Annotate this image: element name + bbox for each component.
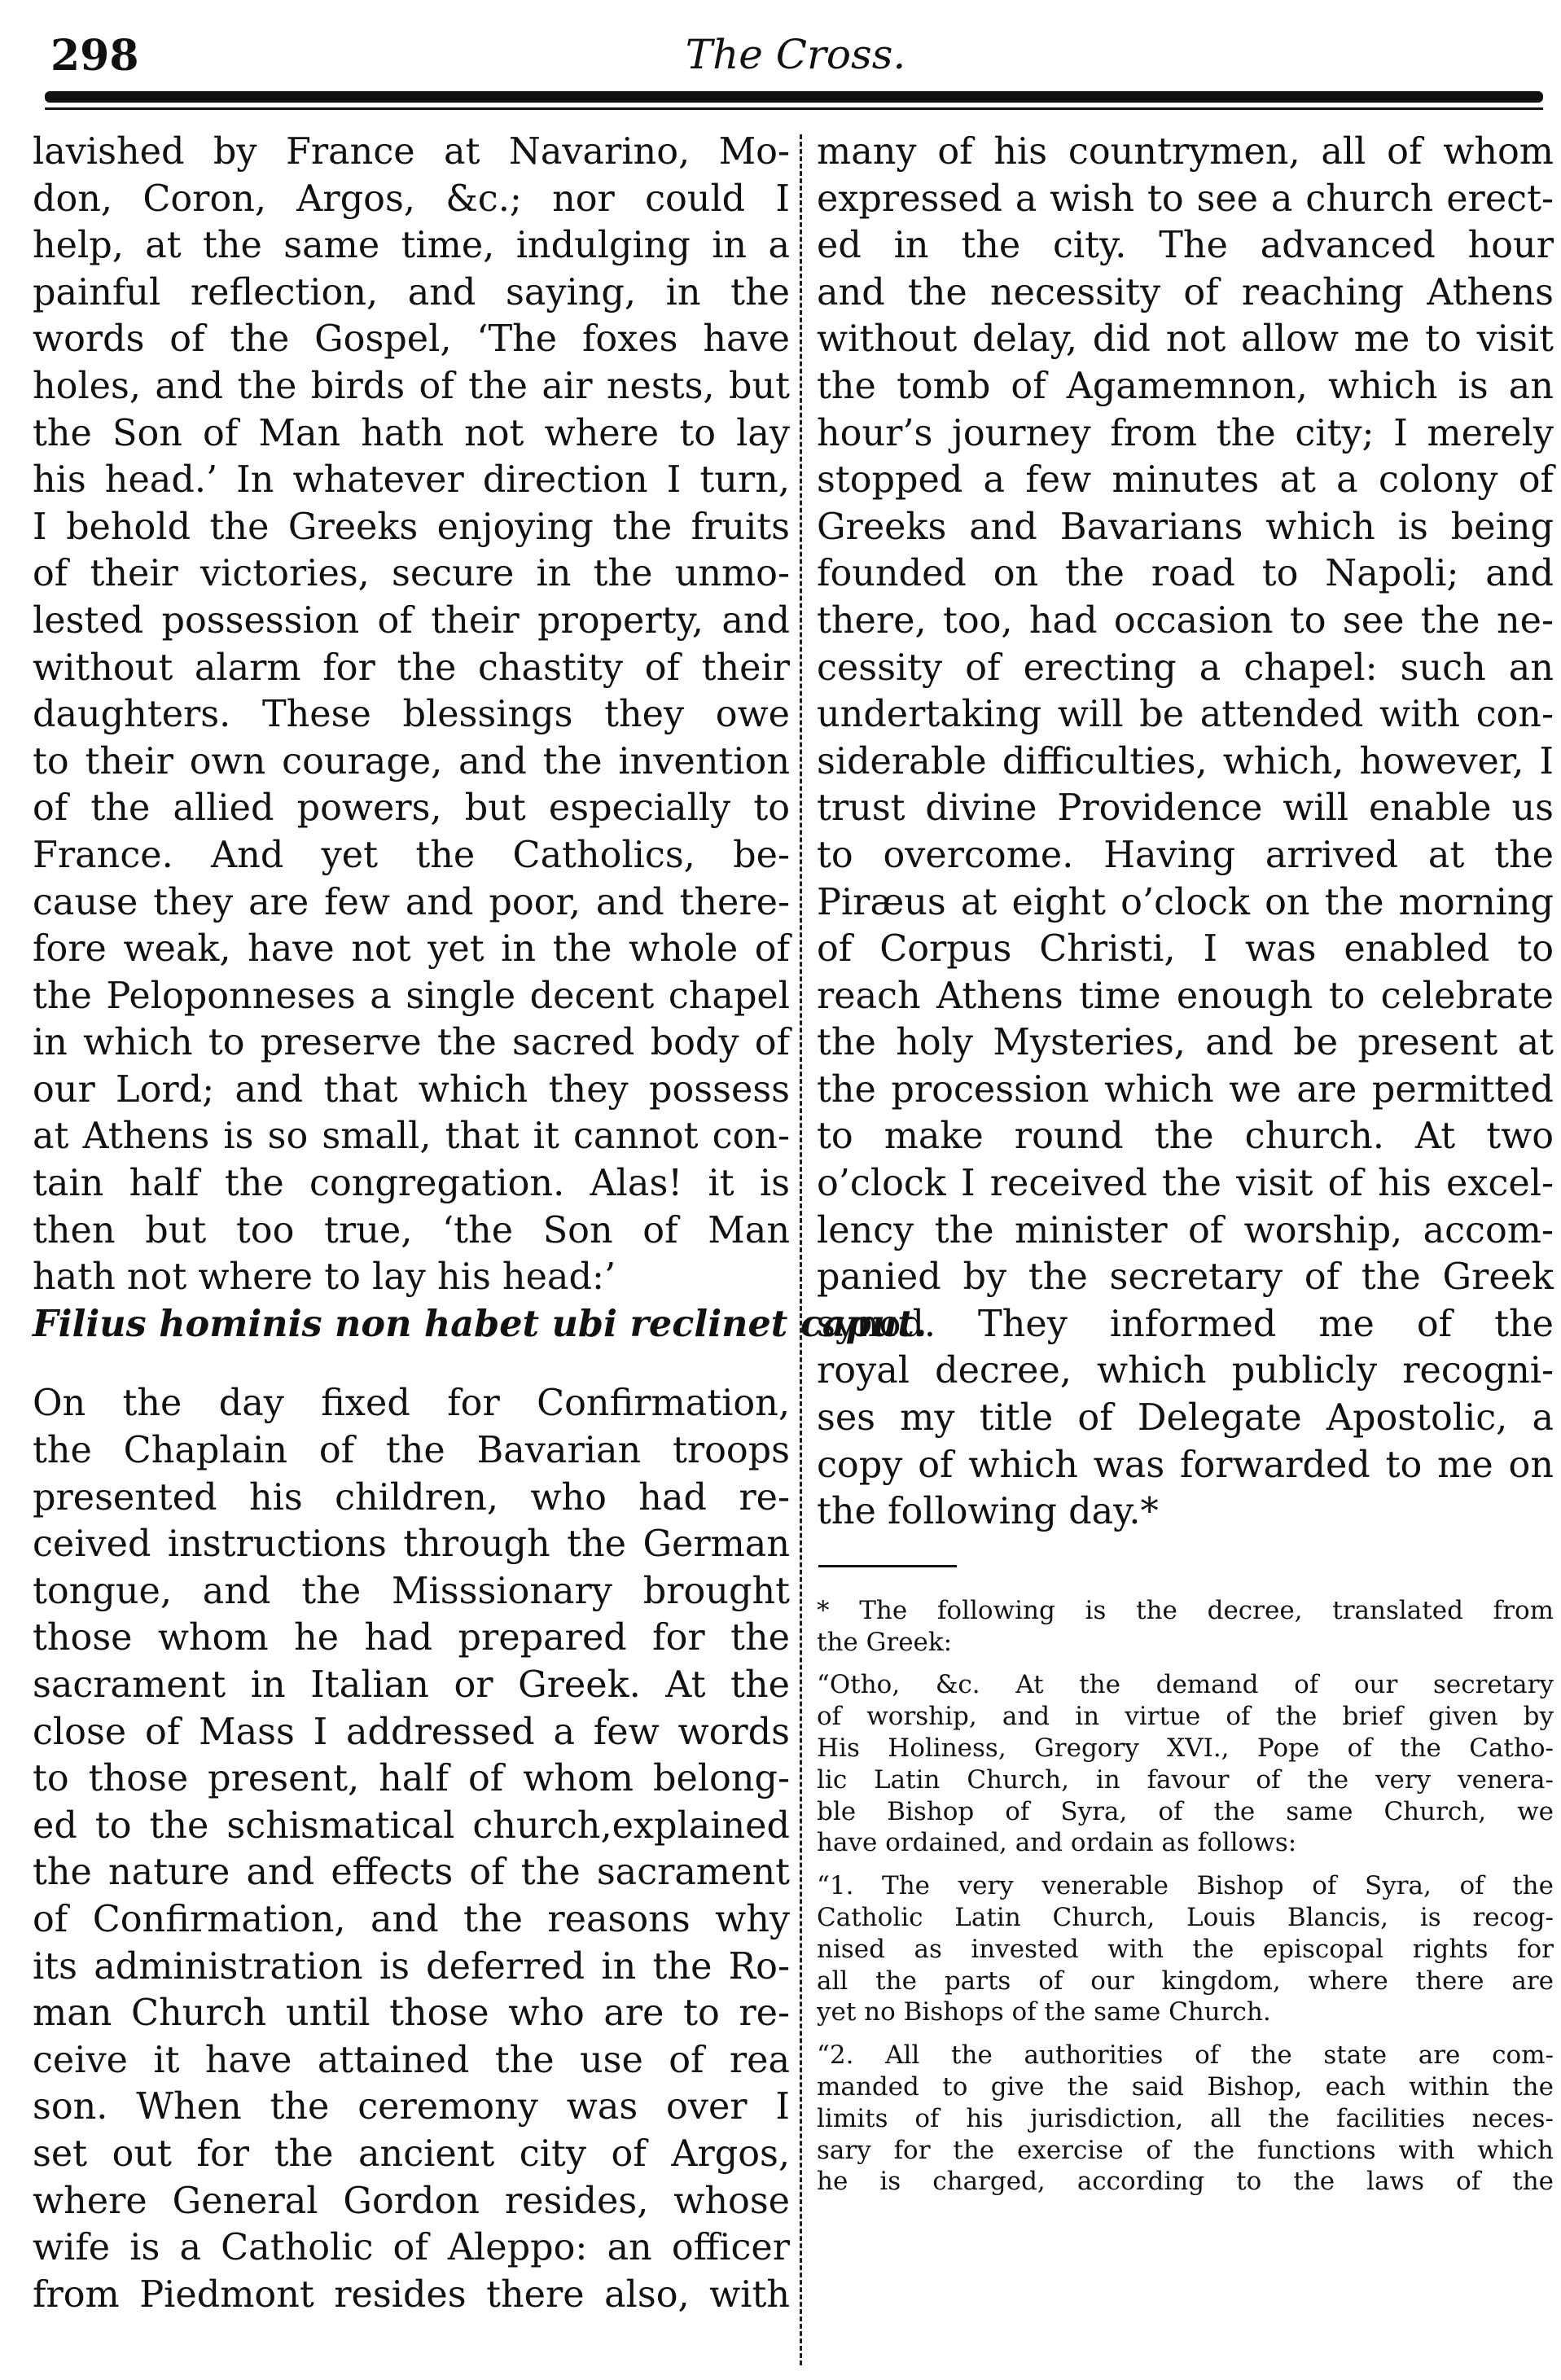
text-line: where General Gordon resides, whose	[33, 2180, 790, 2222]
text-line: and the necessity of reaching Athens	[817, 271, 1554, 313]
text-line: “1. The very venerable Bishop of Syra, of the	[817, 1871, 1554, 1901]
text-line: don, Coron, Argos, &c.; nor could I	[33, 178, 790, 220]
text-line: ceive it have attained the use of rea	[33, 2039, 790, 2081]
text-line: presented his children, who had re-	[33, 1476, 790, 1519]
text-line: sary for the exercise of the functions with which	[817, 2135, 1554, 2165]
text-line: France. And yet the Catholics, be-	[33, 834, 790, 876]
text-line: expressed a wish to see a church erect-	[817, 178, 1554, 220]
text-line: all the parts of our kingdom, where there are	[817, 1966, 1554, 1996]
text-line: the following day.*	[817, 1491, 1159, 1533]
footnote-gap	[817, 1859, 1554, 1870]
header-rule	[45, 91, 1543, 103]
text-line: cessity of erecting a chapel: such an	[817, 647, 1554, 689]
text-line: synod. They informed me of the	[817, 1303, 1554, 1345]
text-line: copy of which was forwarded to me on	[817, 1444, 1554, 1486]
latin-quote-line	[33, 1301, 927, 1348]
text-line: the procession which we are permitted	[817, 1068, 1554, 1111]
text-line: ble Bishop of Syra, of the same Church, we	[817, 1796, 1554, 1826]
text-line: its administration is deferred in the Ro-	[33, 1945, 790, 1988]
text-line: son. When the ceremony was over I	[33, 2086, 790, 2128]
text-line: the Son of Man hath not where to lay	[33, 412, 790, 454]
text-line: painful reflection, and saying, in the	[33, 271, 790, 313]
text-line: “2. All the authorities of the state are com-	[817, 2040, 1554, 2071]
text-line: the nature and effects of the sacrament	[33, 1852, 790, 1894]
text-line: trust divine Providence will enable us	[817, 787, 1554, 830]
footnote-gap	[817, 1658, 1554, 1669]
text-line: then but too true, ‘the Son of Man	[33, 1209, 790, 1251]
text-line: On the day fixed for Confirmation,	[33, 1383, 790, 1425]
text-line: lavished by France at Navarino, Mo-	[33, 131, 790, 173]
text-line: manded to give the said Bishop, each within the	[817, 2071, 1554, 2102]
header-rule-thin	[45, 107, 1543, 110]
page-number: 298	[50, 31, 139, 81]
text-line: to those present, half of whom belong-	[33, 1758, 790, 1800]
text-line: tongue, and the Misssionary brought	[33, 1570, 790, 1612]
text-line: ses my title of Delegate Apostolic, a	[817, 1397, 1554, 1440]
text-line: nised as invested with the episcopal rights for	[817, 1934, 1554, 1964]
text-line: Piræus at eight o’clock on the morning	[817, 881, 1554, 923]
footnote-gap	[817, 2028, 1554, 2040]
text-line: close of Mass I addressed a few words	[33, 1711, 790, 1753]
text-line: lency the minister of worship, accom-	[817, 1209, 1554, 1251]
text-line: sacrament in Italian or Greek. At the	[33, 1664, 790, 1706]
paragraph-gap	[33, 1348, 790, 1380]
footnote-decree-article-1	[817, 1870, 1554, 2028]
text-line: our Lord; and that which they possess	[33, 1068, 790, 1111]
text-line: there, too, had occasion to see the ne-	[817, 599, 1554, 642]
text-line: of the allied powers, but especially to	[33, 787, 790, 830]
text-line: limits of his jurisdiction, all the facilities neces-	[817, 2103, 1554, 2133]
text-line: undertaking will be attended with con-	[817, 694, 1554, 736]
text-line: wife is a Catholic of Aleppo: an officer	[33, 2227, 790, 2269]
text-line: holes, and the birds of the air nests, but	[33, 365, 790, 407]
text-line: yet no Bishops of the same Church.	[817, 1997, 1271, 2027]
footnote-decree-preamble	[817, 1669, 1554, 1859]
text-line: * The following is the decree, translated from	[817, 1595, 1554, 1625]
text-line: to overcome. Having arrived at the	[817, 834, 1554, 876]
text-line: siderable difficulties, which, however, I	[817, 740, 1554, 782]
paragraph-navarino	[33, 129, 790, 1301]
text-line: ed to the schismatical church,explained	[33, 1804, 790, 1847]
paragraph-confirmation	[33, 1380, 790, 2318]
text-line: Greeks and Bavarians which is being	[817, 506, 1554, 548]
text-line: the Greek:	[817, 1627, 953, 1657]
text-line: reach Athens time enough to celebrate	[817, 975, 1554, 1017]
text-line: “Otho, &c. At the demand of our secretary	[817, 1670, 1554, 1700]
text-line: without delay, did not allow me to visit	[817, 318, 1554, 361]
paragraph-athens	[817, 129, 1554, 1536]
text-line: those whom he had prepared for the	[33, 1617, 790, 1659]
text-line: tain half the congregation. Alas! it is	[33, 1163, 790, 1205]
footnote-decree-article-2	[817, 2040, 1554, 2198]
footnote-rule	[818, 1565, 957, 1567]
text-line: panied by the secretary of the Greek	[817, 1256, 1554, 1299]
text-line: the holy Mysteries, and be present at	[817, 1022, 1554, 1064]
text-line: o’clock I received the visit of his excel-	[817, 1163, 1554, 1205]
right-column	[817, 129, 1554, 2198]
text-line: stopped a few minutes at a colony of	[817, 459, 1554, 502]
running-title: The Cross.	[685, 31, 906, 78]
footnote-intro	[817, 1595, 1554, 1659]
text-line: cause they are few and poor, and there-	[33, 881, 790, 923]
text-line: His Holiness, Gregory XVI., Pope of the Catho-	[817, 1733, 1554, 1763]
latin-quote: Filius hominis non habet ubi reclinet caput.	[33, 1302, 927, 1345]
text-line: he is charged, according to the laws of the	[817, 2167, 1554, 2197]
text-line: set out for the ancient city of Argos,	[33, 2132, 790, 2175]
text-line: without alarm for the chastity of their	[33, 647, 790, 689]
text-line: the Chaplain of the Bavarian troops	[33, 1430, 790, 1472]
text-line: to make round the church. At two	[817, 1115, 1554, 1158]
text-line: royal decree, which publicly recogni-	[817, 1350, 1554, 1392]
text-line: hath not where to lay his head:’	[33, 1256, 616, 1299]
column-divider	[800, 134, 802, 2365]
text-line: I behold the Greeks enjoying the fruits	[33, 506, 790, 548]
text-line: fore weak, have not yet in the whole of	[33, 928, 790, 971]
text-line: to their own courage, and the invention	[33, 740, 790, 782]
text-line: lested possession of their property, and	[33, 599, 790, 642]
text-line: of worship, and in virtue of the brief given by	[817, 1702, 1554, 1732]
text-line: of their victories, secure in the unmo-	[33, 553, 790, 595]
text-line: of Confirmation, and the reasons why	[33, 1898, 790, 1940]
text-line: Catholic Latin Church, Louis Blancis, is recog-	[817, 1902, 1554, 1932]
text-line: man Church until those who are to re-	[33, 1992, 790, 2035]
left-column	[33, 129, 927, 2318]
text-line: words of the Gospel, ‘The foxes have	[33, 318, 790, 361]
text-line: of Corpus Christi, I was enabled to	[817, 928, 1554, 971]
text-line: at Athens is so small, that it cannot con-	[33, 1115, 790, 1158]
text-line: help, at the same time, indulging in a	[33, 225, 790, 267]
text-line: ed in the city. The advanced hour	[817, 225, 1554, 267]
text-line: have ordained, and ordain as follows:	[817, 1828, 1297, 1858]
page-header	[50, 15, 1541, 80]
text-line: lic Latin Church, in favour of the very venera-	[817, 1764, 1554, 1795]
text-line: the tomb of Agamemnon, which is an	[817, 365, 1554, 407]
text-line: in which to preserve the sacred body of	[33, 1022, 790, 1064]
text-line: his head.’ In whatever direction I turn,	[33, 459, 790, 502]
text-line: daughters. These blessings they owe	[33, 694, 790, 736]
text-line: the Peloponneses a single decent chapel	[33, 975, 790, 1017]
text-line: ceived instructions through the German	[33, 1523, 790, 1566]
text-line: founded on the road to Napoli; and	[817, 553, 1554, 595]
text-line: from Piedmont resides there also, with	[33, 2273, 790, 2316]
text-line: many of his countrymen, all of whom	[817, 131, 1554, 173]
text-line: hour’s journey from the city; I merely	[817, 412, 1554, 454]
